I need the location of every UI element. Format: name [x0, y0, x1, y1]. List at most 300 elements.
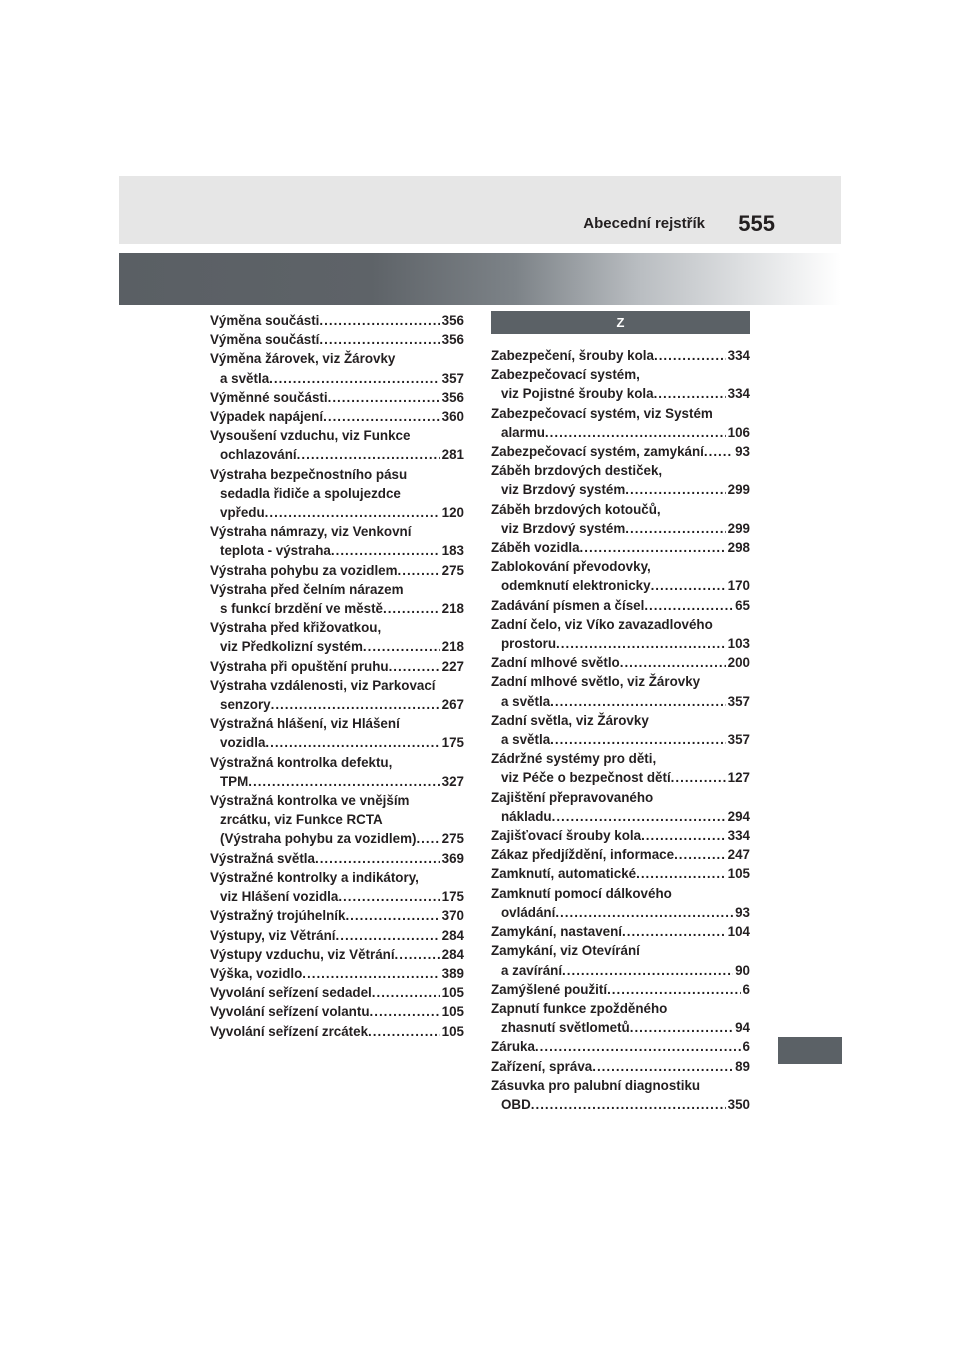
- leader-dots: [607, 980, 740, 999]
- leader-dots: [338, 887, 439, 906]
- index-entry: [210, 618, 464, 656]
- page-reference: 127: [727, 770, 750, 786]
- entry-term-continuation: [491, 903, 750, 922]
- entry-text: Výstraha bezpečnostního pásu: [210, 466, 408, 482]
- entry-text: Záruka: [491, 1039, 535, 1055]
- entry-text: s funkcí brzdění ve městě: [220, 601, 383, 617]
- leader-dots: [336, 926, 440, 945]
- index-entry: [491, 864, 750, 883]
- leader-dots: [636, 864, 726, 883]
- section-thumb-tab: [778, 1037, 842, 1064]
- entry-text: viz Brzdový systém: [501, 482, 626, 498]
- leader-dots: [592, 1057, 733, 1076]
- page-reference: 370: [441, 908, 464, 924]
- index-entry: [210, 791, 464, 849]
- leader-dots: [368, 1022, 440, 1041]
- index-entry: [210, 676, 464, 714]
- index-entries-z: [491, 346, 750, 1114]
- entry-term-continuation: [491, 961, 750, 980]
- index-entry: [210, 849, 464, 868]
- entry-term: [491, 711, 750, 730]
- entry-term: [491, 653, 750, 672]
- entry-text: Zablokování převodovky,: [491, 559, 651, 575]
- page-reference: 357: [727, 732, 750, 748]
- page-reference: 299: [727, 482, 750, 498]
- page-number: 555: [738, 211, 775, 236]
- entry-text: Zamykání, viz Otevírání: [491, 943, 640, 959]
- page-reference: 281: [441, 447, 464, 463]
- entry-term: [491, 941, 750, 960]
- entry-term: [491, 826, 750, 845]
- index-entry: [491, 922, 750, 941]
- page-reference: 175: [441, 735, 464, 751]
- leader-dots: [297, 445, 440, 464]
- leader-dots: [555, 903, 733, 922]
- entry-text: Výstražné kontrolky a indikátory,: [210, 869, 419, 885]
- leader-dots: [545, 423, 726, 442]
- leader-dots: [328, 388, 440, 407]
- page-reference: 6: [742, 1039, 750, 1055]
- page-reference: 267: [441, 697, 464, 713]
- leader-dots: [265, 503, 440, 522]
- entry-text: Zařízení, správa: [491, 1058, 593, 1074]
- entry-term: [491, 442, 750, 461]
- entry-text: viz Péče o bezpečnost dětí: [501, 770, 671, 786]
- page-reference: 218: [441, 639, 464, 655]
- entry-text: viz Hlášení vozidla: [220, 889, 339, 905]
- leader-dots: [671, 768, 726, 787]
- entry-term: [210, 311, 464, 330]
- page-reference: 389: [441, 965, 464, 981]
- index-entry: [210, 964, 464, 983]
- entry-text: Výstražná světla: [210, 850, 315, 866]
- index-entry: [491, 442, 750, 461]
- entry-term-continuation: [210, 541, 464, 560]
- page-reference: 334: [727, 828, 750, 844]
- page-reference: 275: [441, 562, 464, 578]
- entry-term: [210, 657, 464, 676]
- entry-term-continuation: [210, 733, 464, 752]
- entry-term: [491, 596, 750, 615]
- leader-dots: [644, 596, 733, 615]
- page-reference: 299: [727, 520, 750, 536]
- entry-text: Výměna součásti: [210, 313, 320, 328]
- leader-dots: [674, 845, 726, 864]
- page-reference: 357: [441, 370, 464, 386]
- entry-term: [210, 906, 464, 925]
- leader-dots: [265, 733, 439, 752]
- index-entry: [491, 615, 750, 653]
- entry-term: [491, 346, 750, 365]
- entry-term-continuation: [491, 519, 750, 538]
- index-entry: [210, 349, 464, 387]
- entry-term-continuation: [491, 768, 750, 787]
- page-reference: 65: [735, 597, 750, 613]
- leader-dots: [269, 369, 440, 388]
- entry-text: Zabezpečovací systém,: [491, 367, 640, 383]
- index-entry: [210, 926, 464, 945]
- index-entry: [210, 311, 464, 330]
- entry-text: sedadla řidiče a spolujezdce: [220, 485, 401, 501]
- index-entry: [210, 522, 464, 560]
- leader-dots: [331, 541, 440, 560]
- entry-text: Zamýšlené použití: [491, 981, 608, 997]
- index-entry: [491, 845, 750, 864]
- entry-text: Výstražný trojúhelník: [210, 908, 346, 924]
- entry-text: Zádržné systémy pro děti,: [491, 751, 657, 767]
- entry-term: [491, 365, 750, 384]
- index-entry: [210, 465, 464, 523]
- entry-term-continuation: [491, 807, 750, 826]
- leader-dots: [704, 442, 733, 461]
- entry-text: a zavírání: [501, 962, 563, 978]
- index-entry: [491, 999, 750, 1037]
- entry-term: [210, 849, 464, 868]
- index-entry: [491, 672, 750, 710]
- entry-term-continuation: [210, 829, 464, 848]
- index-entry: [210, 1002, 464, 1021]
- entry-text: prostoru: [501, 636, 557, 652]
- entry-term-continuation: [210, 445, 464, 464]
- entry-text: Zabezpečovací systém, zamykání: [491, 444, 704, 460]
- page-reference: 356: [441, 389, 464, 405]
- entry-term-continuation: [210, 887, 464, 906]
- entry-text: zrcátku, viz Funkce RCTA: [220, 812, 383, 828]
- entry-term: [491, 999, 750, 1018]
- entry-term: [210, 1022, 464, 1041]
- leader-dots: [315, 849, 440, 868]
- entry-text: OBD: [501, 1096, 531, 1112]
- leader-dots: [625, 480, 725, 499]
- page-reference: 275: [441, 831, 464, 847]
- leader-dots: [641, 826, 726, 845]
- entry-term-continuation: [210, 772, 464, 791]
- entry-term: [210, 426, 464, 445]
- page-reference: 175: [441, 889, 464, 905]
- leader-dots: [625, 519, 725, 538]
- leader-dots: [550, 692, 726, 711]
- index-entry: [491, 404, 750, 442]
- index-column-right: [491, 311, 750, 1114]
- entry-term-continuation: [491, 1095, 750, 1114]
- page-reference: 105: [441, 1023, 464, 1039]
- entry-term: [491, 980, 750, 999]
- page-reference: 89: [735, 1058, 750, 1074]
- index-entry: [210, 407, 464, 426]
- entry-text: Výpadek napájení: [210, 409, 324, 425]
- entry-text: Vyvolání seřízení zrcátek: [210, 1023, 369, 1039]
- index-entry: [210, 753, 464, 791]
- leader-dots: [562, 961, 733, 980]
- entry-text: Výstupy, viz Větrání: [210, 927, 336, 943]
- index-entry: [210, 906, 464, 925]
- entry-text: Zadávání písmen a čísel: [491, 597, 645, 613]
- entry-term: [491, 922, 750, 941]
- entry-term-continuation: [491, 692, 750, 711]
- entry-text: odemknutí elektronicky: [501, 578, 651, 594]
- entry-text: Výstražná kontrolka ve vnějším: [210, 793, 410, 809]
- leader-dots: [620, 653, 726, 672]
- page-reference: 334: [727, 386, 750, 402]
- leader-dots: [383, 599, 440, 618]
- entry-term: [491, 672, 750, 691]
- entry-term: [210, 868, 464, 887]
- entry-term: [210, 330, 464, 349]
- entry-text: Vyvolání seřízení volantu: [210, 1004, 370, 1020]
- leader-dots: [398, 561, 440, 580]
- entry-term: [210, 964, 464, 983]
- entry-term-continuation: [491, 576, 750, 595]
- page-reference: 90: [735, 962, 750, 978]
- leader-dots: [323, 407, 440, 426]
- page-reference: 369: [441, 850, 464, 866]
- leader-dots: [580, 538, 726, 557]
- page-reference: 298: [727, 540, 750, 556]
- page-reference: 200: [727, 655, 750, 671]
- page-reference: 294: [727, 808, 750, 824]
- leader-dots: [302, 964, 439, 983]
- entry-term: [491, 749, 750, 768]
- entry-term: [210, 926, 464, 945]
- entry-term: [210, 1002, 464, 1021]
- page-reference: 356: [441, 332, 464, 348]
- index-entry: [491, 884, 750, 922]
- page-reference: 105: [727, 866, 750, 882]
- index-entry: [210, 561, 464, 580]
- entry-text: Zásuvka pro palubní diagnostiku: [491, 1077, 701, 1093]
- entry-term-continuation: [210, 484, 464, 503]
- entry-text: (Výstraha pohybu za vozidlem): [220, 831, 417, 847]
- letter-section-header: Z: [491, 311, 750, 334]
- entry-term: [210, 983, 464, 1002]
- entry-text: Výstraha vzdálenosti, viz Parkovací: [210, 677, 436, 693]
- leader-dots: [319, 311, 439, 330]
- entry-text: Výměna žárovek, viz Žárovky: [210, 351, 396, 367]
- entry-term: [210, 580, 464, 599]
- entry-text: Výměnné součásti: [210, 389, 328, 405]
- entry-text: ochlazování: [220, 447, 297, 463]
- entry-term: [210, 791, 464, 810]
- entry-text: Výstraha před čelním nárazem: [210, 581, 404, 597]
- entry-text: Zadní světla, viz Žárovky: [491, 712, 649, 728]
- index-entry: [491, 788, 750, 826]
- entry-text: Výstraha pohybu za vozidlem: [210, 562, 398, 578]
- page-reference: 247: [727, 847, 750, 863]
- entry-term-continuation: [210, 503, 464, 522]
- page-reference: 93: [735, 904, 750, 920]
- entry-term: [491, 1076, 750, 1095]
- entry-term: [210, 388, 464, 407]
- index-entry: [210, 330, 464, 349]
- entry-term: [210, 561, 464, 580]
- leader-dots: [271, 695, 440, 714]
- entry-term-continuation: [491, 423, 750, 442]
- index-entry: [210, 868, 464, 906]
- entry-text: Zadní čelo, viz Víko zavazadlového: [491, 616, 713, 632]
- entry-term-continuation: [210, 637, 464, 656]
- leader-dots: [654, 384, 726, 403]
- entry-text: Výměna součástí: [210, 332, 320, 348]
- index-entry: [210, 580, 464, 618]
- entry-text: vpředu: [220, 505, 265, 521]
- leader-dots: [345, 906, 439, 925]
- leader-dots: [630, 1018, 733, 1037]
- entry-text: Výstraha při opuštění pruhu: [210, 658, 389, 674]
- page-reference: 350: [727, 1096, 750, 1112]
- page-reference: 6: [742, 981, 750, 997]
- entry-text: Záběh brzdových kotoučů,: [491, 501, 661, 517]
- entry-term: [210, 407, 464, 426]
- entry-text: Zamknutí, automatické: [491, 866, 637, 882]
- page-reference: 94: [735, 1020, 750, 1036]
- index-entry: [491, 826, 750, 845]
- index-column-left: [210, 311, 464, 1041]
- leader-dots: [389, 657, 440, 676]
- index-entry: [491, 596, 750, 615]
- entry-term: [491, 538, 750, 557]
- entry-text: Zákaz předjíždění, informace: [491, 847, 675, 863]
- section-title: Abecední rejstřík: [583, 215, 705, 232]
- entry-term: [491, 461, 750, 480]
- entry-text: ovládání: [501, 904, 556, 920]
- entry-text: viz Brzdový systém: [501, 520, 626, 536]
- entry-term: [210, 753, 464, 772]
- entry-term: [491, 864, 750, 883]
- index-entry: [491, 1057, 750, 1076]
- entry-text: Výstraha námrazy, viz Venkovní: [210, 524, 412, 540]
- entry-term: [210, 714, 464, 733]
- entry-term-continuation: [491, 634, 750, 653]
- page-reference: 227: [441, 658, 464, 674]
- index-entry: [210, 657, 464, 676]
- entry-term-continuation: [210, 599, 464, 618]
- page-reference: 105: [441, 985, 464, 1001]
- index-entry: [210, 983, 464, 1002]
- entry-text: alarmu: [501, 424, 545, 440]
- entry-text: teplota - výstraha: [220, 543, 331, 559]
- entry-term: [210, 465, 464, 484]
- entry-term-continuation: [210, 369, 464, 388]
- entry-term: [210, 676, 464, 695]
- leader-dots: [654, 346, 726, 365]
- index-entry: [491, 749, 750, 787]
- leader-dots: [552, 807, 726, 826]
- entry-term: [491, 788, 750, 807]
- entry-text: Výstraha před křižovatkou,: [210, 620, 382, 636]
- entry-text: Výstražná kontrolka defektu,: [210, 754, 393, 770]
- entry-text: senzory: [220, 697, 271, 713]
- index-entry: [491, 1037, 750, 1056]
- page-reference: 105: [441, 1004, 464, 1020]
- entry-text: nákladu: [501, 808, 552, 824]
- entry-text: Výstražná hlášení, viz Hlášení: [210, 716, 400, 732]
- entry-text: Vyvolání seřízení sedadel: [210, 985, 372, 1001]
- entry-text: Zadní mlhové světlo, viz Žárovky: [491, 674, 701, 690]
- leader-dots: [370, 1002, 440, 1021]
- entry-text: Zapnutí funkce zpožděného: [491, 1000, 668, 1016]
- decorative-gradient-bar: [119, 253, 841, 305]
- index-entry: [491, 538, 750, 557]
- page-reference: 218: [441, 601, 464, 617]
- index-entry: [210, 945, 464, 964]
- entry-term-continuation: [210, 695, 464, 714]
- entry-text: Zadní mlhové světlo: [491, 655, 620, 671]
- page-reference: 183: [441, 543, 464, 559]
- entry-term: [491, 615, 750, 634]
- entry-text: Zamknutí pomocí dálkového: [491, 885, 672, 901]
- entry-term-continuation: [491, 1018, 750, 1037]
- leader-dots: [248, 772, 439, 791]
- index-entry: [491, 941, 750, 979]
- page-reference: 170: [727, 578, 750, 594]
- entry-term: [491, 845, 750, 864]
- entry-text: Zabezpečení, šrouby kola: [491, 348, 654, 363]
- entry-text: Vysoušení vzduchu, viz Funkce: [210, 428, 411, 444]
- entry-text: Záběh brzdových destiček,: [491, 463, 663, 479]
- entry-term-continuation: [210, 810, 464, 829]
- entry-term: [210, 522, 464, 541]
- page-reference: 103: [727, 636, 750, 652]
- entry-term-continuation: [491, 730, 750, 749]
- index-entry: [210, 388, 464, 407]
- leader-dots: [535, 1037, 741, 1056]
- leader-dots: [319, 330, 439, 349]
- leader-dots: [550, 730, 726, 749]
- entry-term-continuation: [491, 384, 750, 403]
- page-reference: 93: [735, 444, 750, 460]
- page-reference: 104: [727, 924, 750, 940]
- leader-dots: [395, 945, 440, 964]
- entry-text: Zajišťovací šrouby kola: [491, 828, 642, 844]
- entry-term: [491, 557, 750, 576]
- leader-dots: [622, 922, 726, 941]
- entry-text: Zamykání, nastavení: [491, 924, 622, 940]
- entry-term-continuation: [491, 480, 750, 499]
- index-entry: [210, 426, 464, 464]
- entry-term: [491, 1057, 750, 1076]
- page-reference: 327: [441, 773, 464, 789]
- entry-term: [491, 500, 750, 519]
- entry-term: [491, 404, 750, 423]
- entry-text: Výstupy vzduchu, viz Větrání: [210, 946, 395, 962]
- index-entry: [210, 1022, 464, 1041]
- entry-text: Záběh vozidla: [491, 540, 580, 556]
- entry-term: [491, 1037, 750, 1056]
- page-reference: 334: [727, 348, 750, 363]
- entry-text: a světla: [501, 693, 551, 709]
- leader-dots: [416, 829, 439, 848]
- page-reference: 356: [441, 313, 464, 328]
- entry-text: a světla: [220, 370, 270, 386]
- entry-text: viz Předkolizní systém: [220, 639, 363, 655]
- entry-text: viz Pojistné šrouby kola: [501, 386, 654, 402]
- entry-text: Zajištění přepravovaného: [491, 789, 654, 805]
- entry-term: [491, 884, 750, 903]
- index-entry: [210, 714, 464, 752]
- entry-term: [210, 618, 464, 637]
- entry-text: Výška, vozidlo: [210, 965, 303, 981]
- page-reference: 120: [441, 505, 464, 521]
- index-entry: [491, 500, 750, 538]
- leader-dots: [556, 634, 726, 653]
- index-entry: [491, 557, 750, 595]
- leader-dots: [363, 637, 440, 656]
- page-reference: 284: [441, 927, 464, 943]
- entry-text: zhasnutí světlometů: [501, 1020, 630, 1036]
- header-band: [119, 176, 841, 244]
- entry-term: [210, 349, 464, 368]
- index-entry: [491, 1076, 750, 1114]
